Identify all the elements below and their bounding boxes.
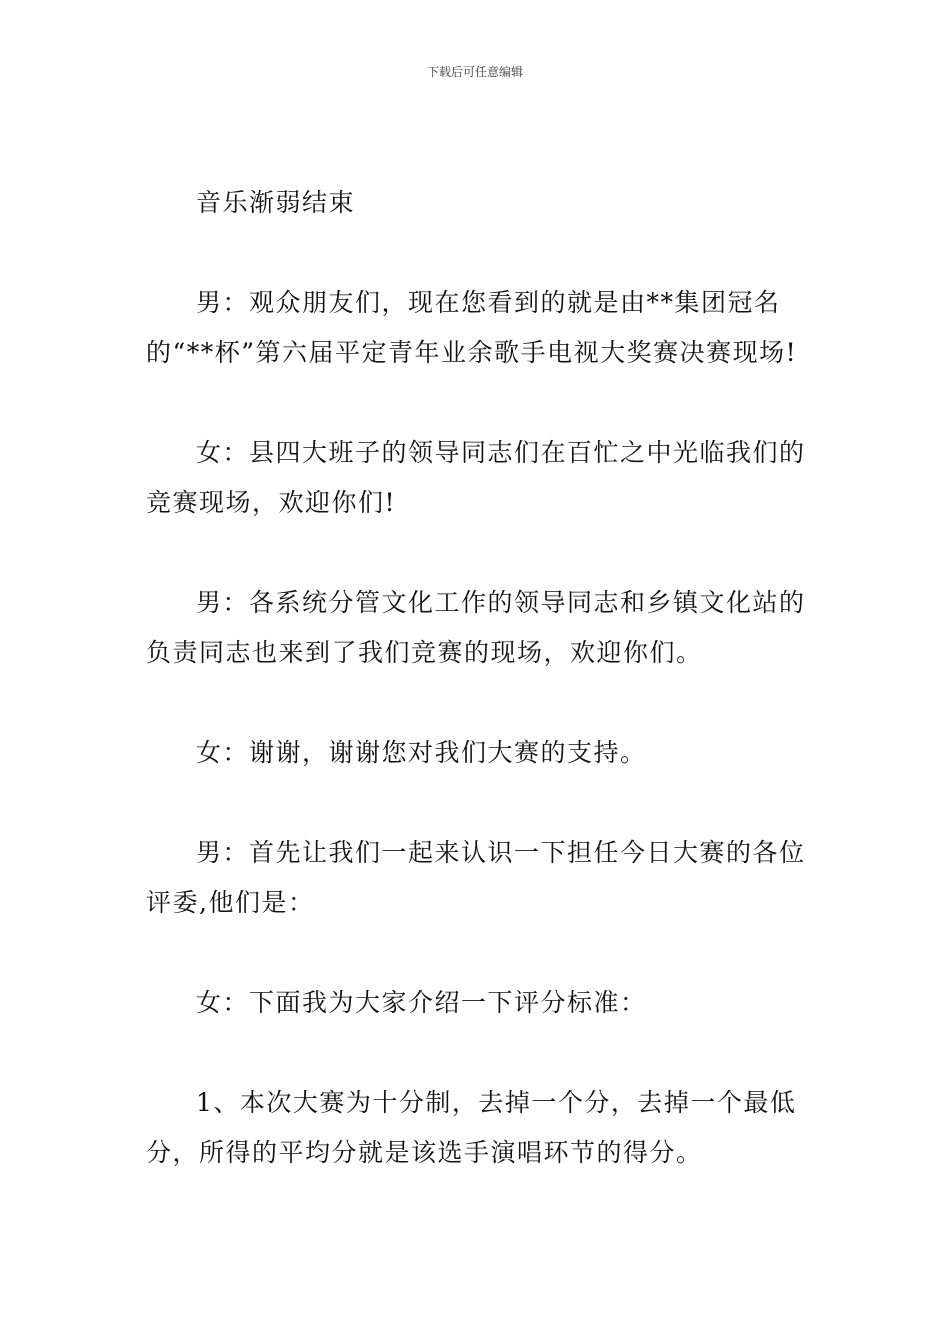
paragraph-female-thanks: 女：谢谢，谢谢您对我们大赛的支持。 [196,738,647,767]
paragraph-female-leaders: 女：县四大班子的领导同志们在百忙之中光临我们的竞赛现场，欢迎你们! [146,438,806,517]
paragraph-rule-1: 1、本次大赛为十分制，去掉一个分，去掉一个最低分，所得的平均分就是该选手演唱环节的得分。 [146,1088,797,1167]
paragraph-music-fade: 音乐渐弱结束 [196,188,356,217]
page-header: 下载后可任意编辑 [426,65,523,79]
paragraph-male-officials: 男：各系统分管文化工作的领导同志和乡镇文化站的负责同志也来到了我们竞赛的现场，欢迎你们。 [146,588,806,667]
paragraph-female-scoring: 女：下面我为大家介绍一下评分标准： [196,988,647,1017]
paragraph-male-welcome: 男：观众朋友们，现在您看到的就是由**集团冠名的“**杯”第六届平定青年业余歌手电视大奖赛决赛现场! [146,288,798,367]
paragraph-male-judges: 男：首先让我们一起来认识一下担任今日大赛的各位评委,他们是： [146,838,806,917]
document-body [146,178,826,1178]
